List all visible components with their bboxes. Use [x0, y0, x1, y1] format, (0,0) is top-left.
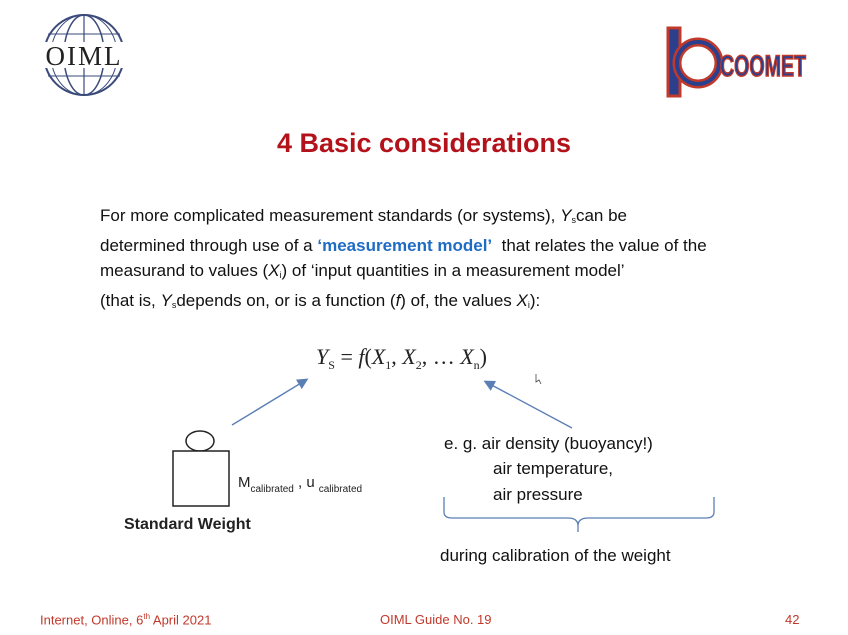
slide-title: 4 Basic considerations: [276, 128, 572, 158]
coomet-logo-text: COOMET: [720, 50, 806, 83]
oiml-logo-text: OIML: [45, 41, 123, 71]
arrow-inputs-to-xn: [486, 382, 572, 428]
body-paragraph: [100, 203, 820, 318]
brace-caption: during calibration of the weight: [440, 546, 671, 565]
weight-knob: [186, 431, 214, 451]
arrow-weight-to-ys: [232, 380, 306, 425]
cursor-icon: [536, 374, 541, 384]
footer-event: Internet, Online, 6th April 2021: [40, 612, 212, 628]
measurement-model-formula: $Y_S = f(X_1$, $X_2$, … $X_n$): [316, 344, 487, 372]
oiml-logo: [28, 12, 138, 98]
standard-weight-label: Standard Weight: [124, 516, 251, 533]
body-line-3: measurand to values $(X_i)$ of ‘input quantities in a measurement model’: [100, 261, 625, 280]
example-air-temperature: air temperature,: [493, 459, 613, 478]
example-air-density: e. g. air density (buoyancy!): [444, 434, 653, 453]
measurement-model-term: ‘measurement model’: [317, 236, 493, 255]
body-line-2: determined through use of a ‘measurement model’ that relates the value of the: [100, 236, 707, 255]
standard-weight-box: [173, 451, 229, 506]
weight-quantities-label: $M_{calibrated}$ , u $_{calibrated}$: [238, 474, 363, 495]
page-number: 42: [785, 612, 800, 627]
body-line-1: For more complicated measurement standards (or systems), $Y_scan$ be: [100, 206, 627, 225]
body-line-4: (that is, $Y_sdepends$ on, or is a function (f) of, the values $X_i$):: [100, 291, 541, 310]
coomet-logo: [664, 24, 810, 100]
footer-guide: OIML Guide No. 19: [380, 612, 492, 627]
example-air-pressure: air pressure: [493, 485, 583, 504]
